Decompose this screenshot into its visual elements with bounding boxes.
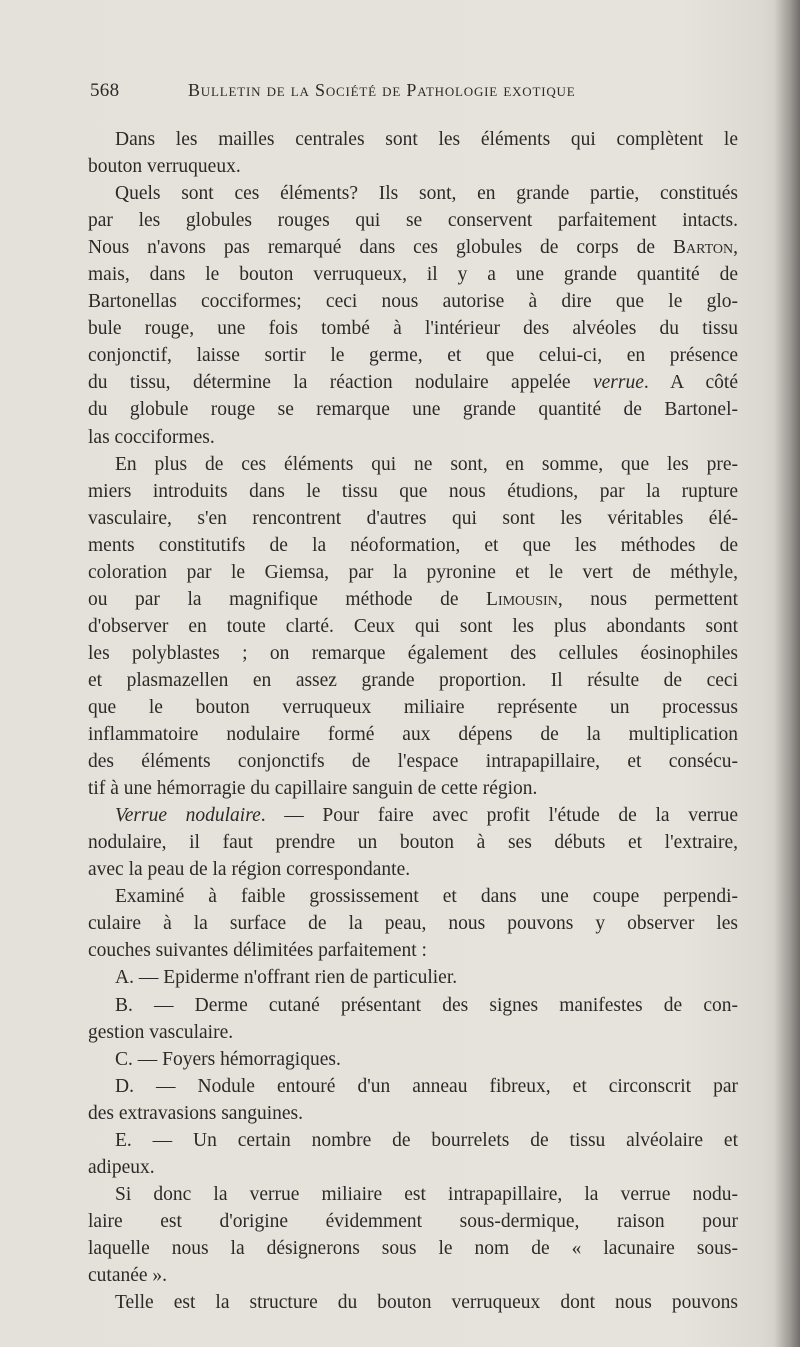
text-run: Limousin (486, 588, 558, 610)
text-run: couches suivantes délimitées parfaitement : (88, 940, 427, 962)
text-run: du globule rouge se remarque une grande quantité de Bartonel- (88, 399, 738, 421)
text-line (88, 315, 738, 342)
text-run: , nous permettent (557, 588, 738, 610)
text-line (88, 234, 738, 261)
text-run: conjonctif, laisse sortir le germe, et que celui-ci, en présence (88, 345, 738, 367)
text-line (88, 396, 738, 423)
text-line (88, 153, 738, 180)
text-run: du tissu, détermine la réaction nodulaire appelée (88, 372, 593, 394)
text-line (88, 964, 738, 991)
text-run: miers introduits dans le tissu que nous étudions, par la rupture (88, 480, 738, 502)
text-run: et plasmazellen en assez grande proportion. Il résulte de ceci (88, 669, 738, 691)
text-run: coloration par le Giemsa, par la pyronine et le vert de méthyle, (88, 561, 738, 583)
text-run: , (733, 237, 738, 259)
text-run: les polyblastes ; on remarque également des cellules éosinophiles (88, 642, 738, 664)
text-run: bule rouge, une fois tombé à l'intérieur des alvéoles du tissu (88, 318, 738, 340)
text-line (88, 478, 738, 505)
text-line (88, 1235, 738, 1262)
text-run: C. — Foyers hémorragiques. (115, 1048, 341, 1070)
text-run: laquelle nous la désignerons sous le nom de « lacunaire sous- (88, 1237, 738, 1259)
text-line (88, 424, 738, 451)
text-line (88, 775, 738, 802)
text-line (88, 1100, 738, 1127)
text-line (88, 992, 738, 1019)
text-run: B. — Derme cutané présentant des signes manifestes de con- (115, 994, 738, 1016)
text-line (88, 532, 738, 559)
text-run: laire est d'origine évidemment sous-dermique, raison pour (88, 1210, 738, 1232)
text-line (88, 369, 738, 396)
text-run: adipeux. (88, 1156, 155, 1178)
text-line (88, 342, 738, 369)
text-run: mais, dans le bouton verruqueux, il y a une grande quantité de (88, 264, 738, 286)
text-run: des éléments conjonctifs de l'espace intrapapillaire, et consécu- (88, 751, 738, 773)
text-line (88, 937, 738, 964)
text-run: Verrue nodulaire (115, 805, 261, 827)
text-run: vasculaire, s'en rencontrent d'autres qui sont les véritables élé- (88, 507, 738, 529)
text-run: culaire à la surface de la peau, nous pouvons y observer les (88, 913, 738, 935)
text-run: tif à une hémorragie du capillaire sanguin de cette région. (88, 778, 538, 800)
text-run: las cocciformes. (88, 426, 215, 448)
text-run: Dans les mailles centrales sont les éléments qui complètent le (115, 129, 738, 150)
text-run: Telle est la structure du bouton verruqueux dont nous pouvons (115, 1292, 738, 1314)
text-run: En plus de ces éléments qui ne sont, en somme, que les pre- (115, 453, 738, 475)
text-run: des extravasions sanguines. (88, 1102, 303, 1124)
text-line (88, 1181, 738, 1208)
text-line (88, 802, 738, 829)
text-run: bouton verruqueux. (88, 156, 241, 178)
text-line (88, 126, 738, 153)
text-line (88, 288, 738, 315)
text-run: . A côté (643, 372, 738, 394)
text-line (88, 451, 738, 478)
text-run: ou par la magnifique méthode de (88, 588, 487, 610)
text-run: Barton (672, 237, 734, 259)
text-run: inflammatoire nodulaire formé aux dépens de la multiplication (88, 724, 738, 746)
text-run: Bartonellas cocciformes; ceci nous autorise à dire que le glo- (88, 291, 738, 313)
text-line (88, 261, 738, 288)
text-run: . — Pour faire avec profit l'étude de la verrue (260, 805, 739, 827)
text-run: verrue (592, 372, 644, 394)
text-run: Si donc la verrue miliaire est intrapapillaire, la verrue nodu- (115, 1183, 738, 1205)
text-line (88, 1127, 738, 1154)
text-line (88, 1262, 738, 1289)
text-line (88, 1046, 738, 1073)
text-run: nodulaire, il faut prendre un bouton à ses débuts et l'extraire, (88, 832, 738, 854)
text-line (88, 910, 738, 937)
text-run: Nous n'avons pas remarqué dans ces globules de corps de (88, 237, 673, 259)
text-line (88, 1208, 738, 1235)
page-header (86, 80, 746, 110)
text-run: ments constitutifs de la néoformation, et que les méthodes de (88, 534, 738, 556)
text-line (88, 883, 738, 910)
text-run: E. — Un certain nombre de bourrelets de tissu alvéolaire et (115, 1129, 738, 1151)
text-line (88, 640, 738, 667)
text-run: gestion vasculaire. (88, 1021, 234, 1043)
page-number: 568 (90, 80, 120, 101)
text-run: Quels sont ces éléments? Ils sont, en grande partie, constitués (115, 183, 738, 205)
text-line (88, 1019, 738, 1046)
text-line (88, 505, 738, 532)
text-line (88, 667, 738, 694)
text-run: cutanée ». (88, 1264, 168, 1286)
text-line (88, 1289, 738, 1316)
text-line (88, 856, 738, 883)
running-title: Bulletin de la Société de Pathologie exotique (188, 80, 576, 100)
text-line (88, 1154, 738, 1181)
text-run: D. — Nodule entouré d'un anneau fibreux, et circonscrit par (115, 1075, 738, 1097)
text-run: avec la peau de la région correspondante. (88, 859, 411, 881)
text-line (88, 1073, 738, 1100)
text-run: par les globules rouges qui se conservent parfaitement intacts. (88, 210, 738, 232)
text-line (88, 180, 738, 207)
text-line (88, 829, 738, 856)
text-line (88, 613, 738, 640)
text-line (88, 586, 738, 613)
page-spine-shadow (774, 0, 800, 1347)
text-line (88, 559, 738, 586)
text-run: d'observer en toute clarté. Ceux qui sont les plus abondants sont (88, 615, 738, 637)
text-line (88, 694, 738, 721)
text-line (88, 748, 738, 775)
text-run: A. — Epiderme n'offrant rien de particulier. (115, 967, 458, 989)
text-line (88, 207, 738, 234)
text-run: que le bouton verruqueux miliaire représente un processus (88, 696, 738, 718)
body-text (88, 126, 738, 1316)
text-line (88, 721, 738, 748)
text-run: Examiné à faible grossissement et dans une coupe perpendi- (115, 886, 738, 908)
